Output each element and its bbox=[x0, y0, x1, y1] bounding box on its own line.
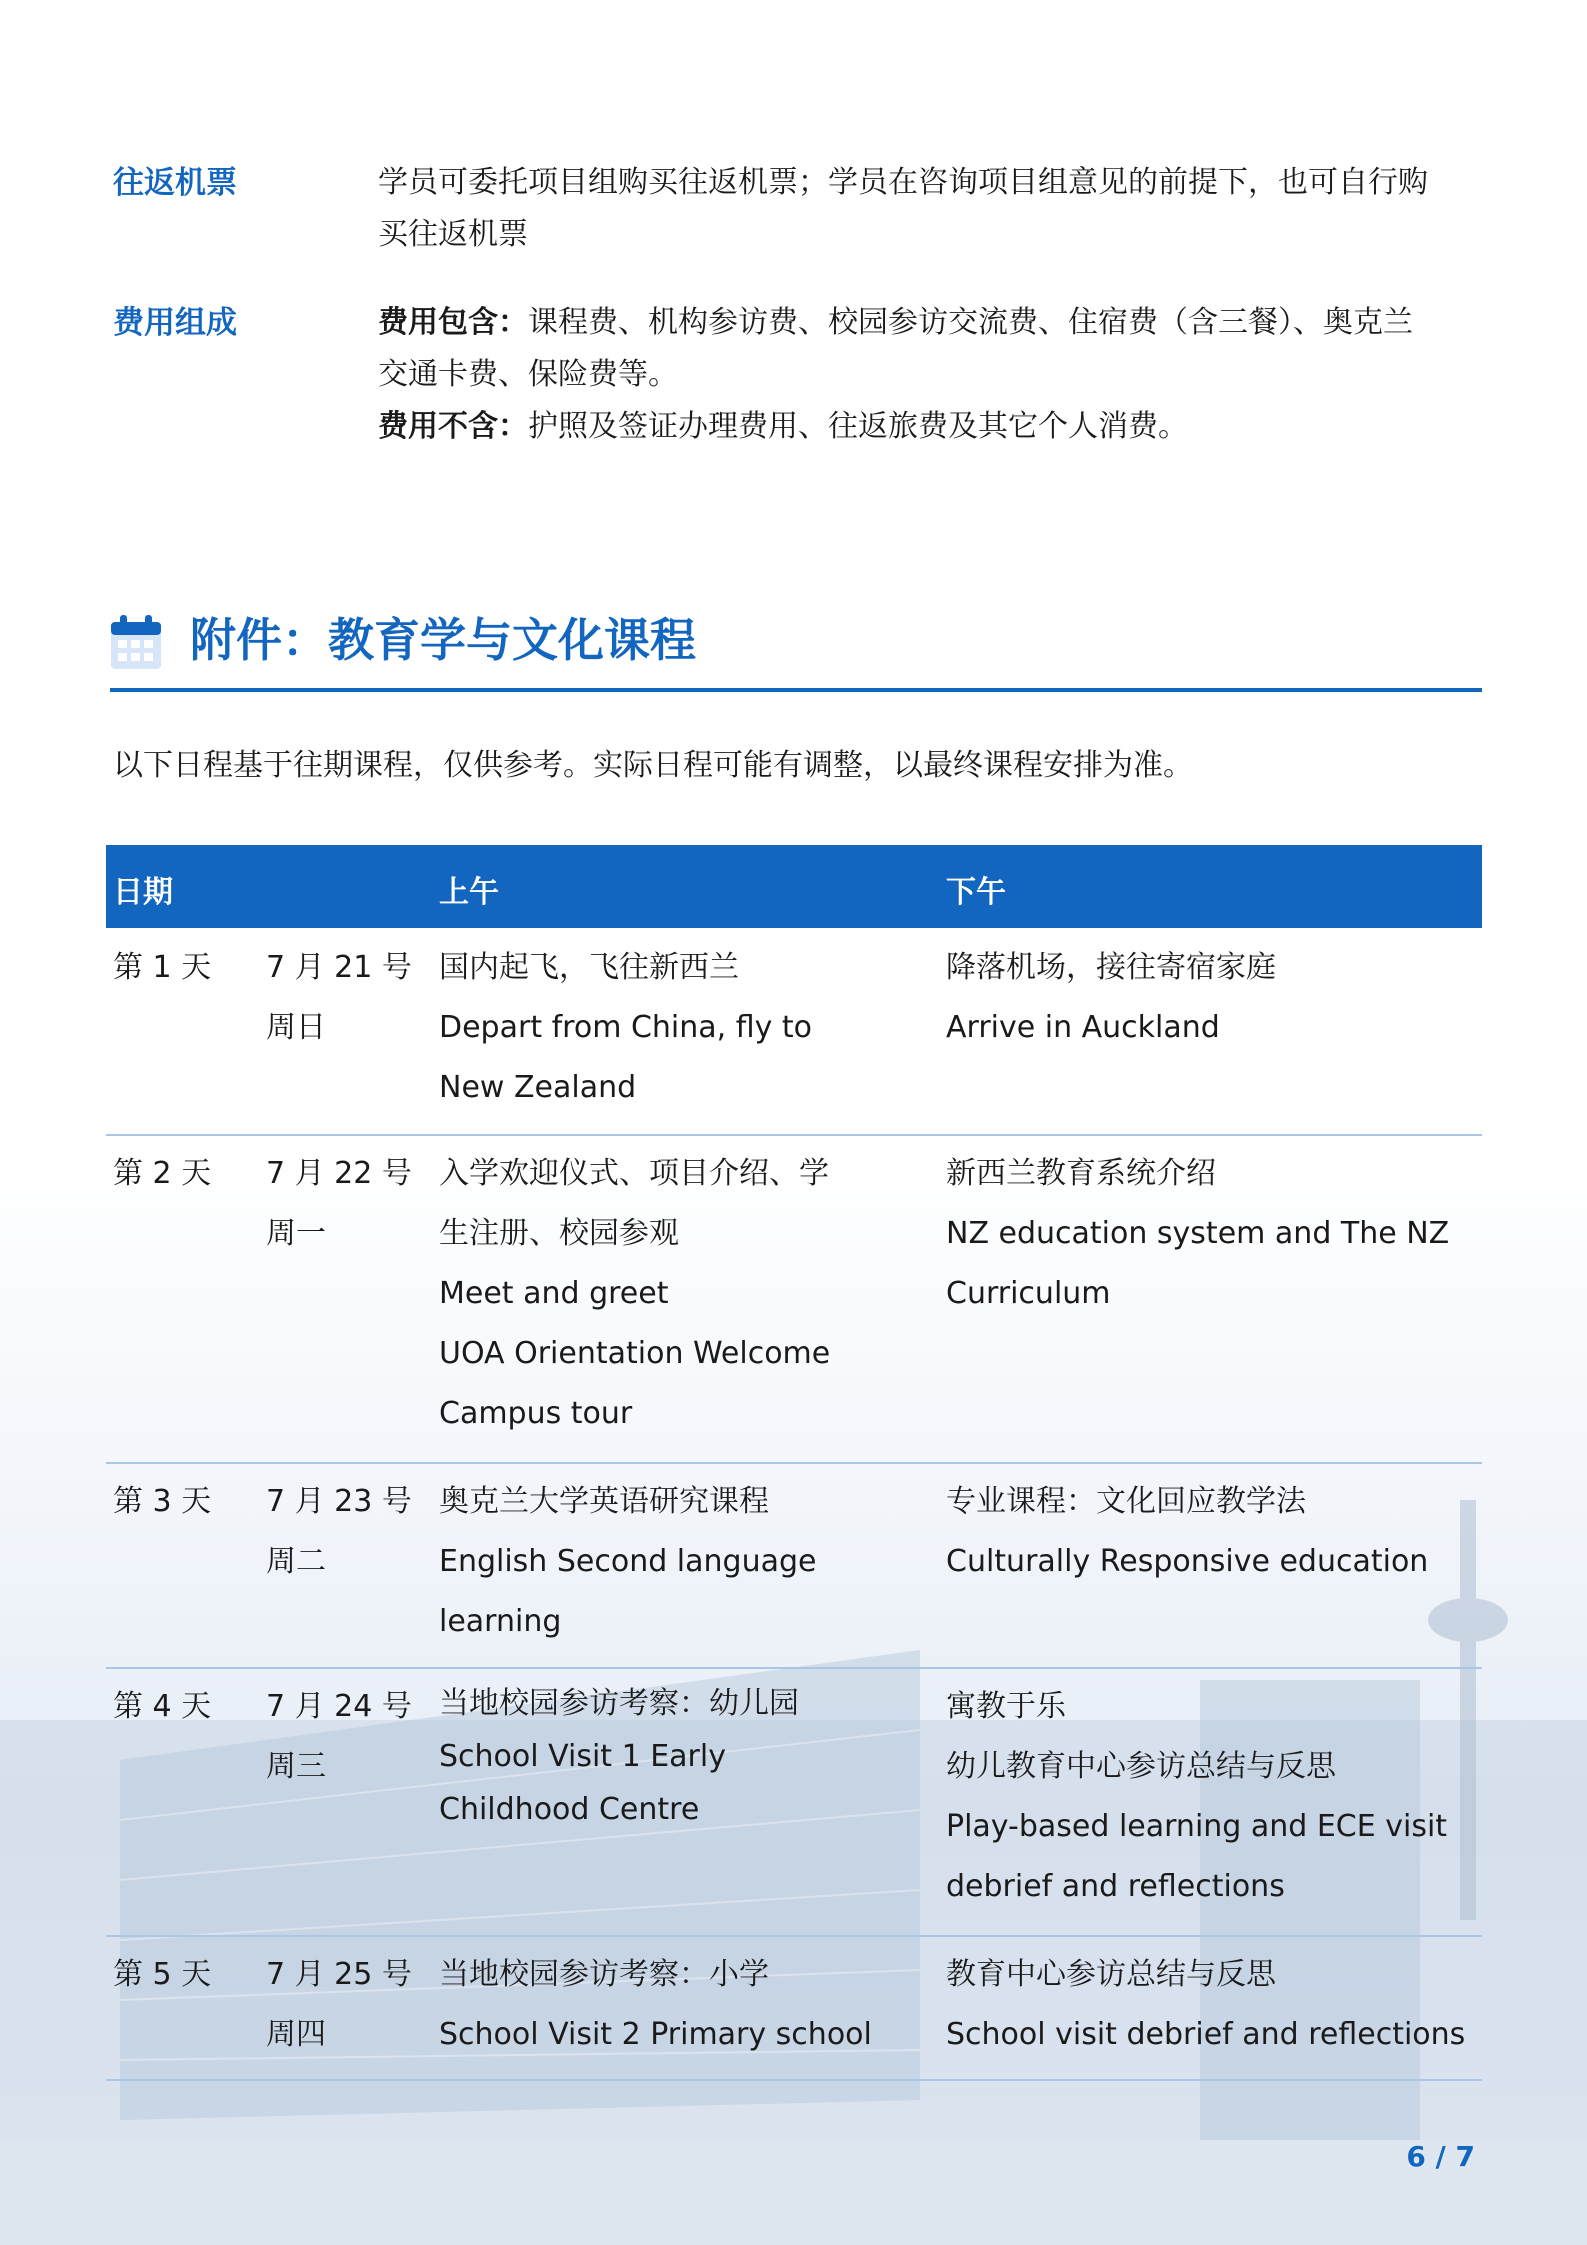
row-am-line: English Second language bbox=[439, 1544, 817, 1579]
row-pm-line: School visit debrief and reflections bbox=[946, 2017, 1466, 2052]
row-weekday: 周一 bbox=[266, 1216, 326, 1251]
row-day: 第 5 天 bbox=[113, 1957, 212, 1992]
row-day: 第 3 天 bbox=[113, 1484, 212, 1519]
row-am bbox=[439, 938, 974, 1118]
row-day: 第 4 天 bbox=[113, 1689, 212, 1724]
row-date bbox=[266, 938, 426, 1058]
fee-included-line-2: 交通卡费、保险费等。 bbox=[378, 357, 678, 392]
flight-text-line: 买往返机票 bbox=[378, 217, 528, 252]
row-date-line: 7 月 24 号 bbox=[266, 1689, 412, 1724]
calendar-icon bbox=[110, 614, 162, 670]
fee-excluded-label: 费用不含： bbox=[378, 409, 528, 444]
page-number: 6 / 7 bbox=[1406, 2140, 1475, 2173]
row-pm-line: NZ education system and The NZ bbox=[946, 1216, 1450, 1251]
row-am-line: 生注册、校园参观 bbox=[439, 1216, 679, 1251]
row-date bbox=[266, 1472, 426, 1592]
row-am-line: 国内起飞，飞往新西兰 bbox=[439, 950, 739, 985]
row-date-line: 7 月 23 号 bbox=[266, 1484, 412, 1519]
row-day: 第 1 天 bbox=[113, 950, 212, 985]
row-pm-line: debrief and reflections bbox=[946, 1869, 1285, 1904]
row-pm-line: 教育中心参访总结与反思 bbox=[946, 1957, 1276, 1992]
row-weekday: 周三 bbox=[266, 1749, 326, 1784]
fee-text bbox=[378, 297, 1478, 453]
row-pm-line: 降落机场，接往寄宿家庭 bbox=[946, 950, 1276, 985]
row-am bbox=[439, 1677, 974, 1836]
row-date bbox=[266, 1144, 426, 1264]
row-am-line: Campus tour bbox=[439, 1396, 633, 1431]
header-pm: 下午 bbox=[946, 875, 1006, 910]
fee-info-row bbox=[113, 297, 1473, 457]
flight-info-row bbox=[113, 157, 1473, 267]
row-day: 第 2 天 bbox=[113, 1156, 212, 1191]
flight-text-line: 学员可委托项目组购买往返机票；学员在咨询项目组意见的前提下，也可自行购 bbox=[378, 165, 1428, 200]
row-am-line: Childhood Centre bbox=[439, 1792, 700, 1827]
table-row bbox=[106, 1935, 1482, 2081]
fee-excluded-line bbox=[378, 401, 1478, 453]
row-am-line: School Visit 2 Primary school bbox=[439, 2017, 872, 2052]
section-title: 附件：教育学与文化课程 bbox=[190, 613, 696, 667]
section-header bbox=[110, 600, 1482, 692]
row-pm bbox=[946, 1945, 1481, 2065]
row-pm bbox=[946, 1677, 1481, 1917]
row-date bbox=[266, 1677, 426, 1797]
row-am-line: Meet and greet bbox=[439, 1276, 669, 1311]
row-date bbox=[266, 1945, 426, 2065]
schedule-intro: 以下日程基于往期课程，仅供参考。实际日程可能有调整，以最终课程安排为准。 bbox=[113, 748, 1193, 783]
table-row bbox=[106, 1134, 1482, 1464]
row-am bbox=[439, 1144, 974, 1444]
row-pm bbox=[946, 1144, 1481, 1324]
row-weekday: 周四 bbox=[266, 2017, 326, 2052]
table-row bbox=[106, 1462, 1482, 1669]
fee-excluded-text: 护照及签证办理费用、往返旅费及其它个人消费。 bbox=[528, 409, 1188, 444]
fee-included-line bbox=[378, 297, 1478, 349]
row-pm-line: Culturally Responsive education bbox=[946, 1544, 1429, 1579]
row-date-line: 7 月 22 号 bbox=[266, 1156, 412, 1191]
row-date-line: 7 月 25 号 bbox=[266, 1957, 412, 1992]
row-pm-line: Play-based learning and ECE visit bbox=[946, 1809, 1448, 1844]
row-pm bbox=[946, 1472, 1481, 1592]
row-pm-line: 寓教于乐 bbox=[946, 1689, 1066, 1724]
row-am-line: 当地校园参访考察：幼儿园 bbox=[439, 1686, 799, 1721]
flight-text bbox=[378, 157, 1478, 261]
header-am: 上午 bbox=[439, 875, 499, 910]
row-am-line: New Zealand bbox=[439, 1070, 637, 1105]
header-date: 日期 bbox=[113, 875, 173, 910]
row-am-line: UOA Orientation Welcome bbox=[439, 1336, 831, 1371]
row-weekday: 周日 bbox=[266, 1010, 326, 1045]
fee-included-text: 课程费、机构参访费、校园参访交流费、住宿费（含三餐）、奥克兰 bbox=[528, 305, 1413, 340]
row-date-line: 7 月 21 号 bbox=[266, 950, 412, 985]
row-am-line: Depart from China, fly to bbox=[439, 1010, 813, 1045]
flight-label: 往返机票 bbox=[113, 165, 237, 201]
row-pm-line: 幼儿教育中心参访总结与反思 bbox=[946, 1749, 1336, 1784]
table-row bbox=[106, 1667, 1482, 1937]
row-pm-line: Arrive in Auckland bbox=[946, 1010, 1220, 1045]
fee-included-label: 费用包含： bbox=[378, 305, 528, 340]
row-am-line: 当地校园参访考察：小学 bbox=[439, 1957, 769, 1992]
row-pm-line: 专业课程：文化回应教学法 bbox=[946, 1484, 1306, 1519]
row-am bbox=[439, 1945, 974, 2065]
row-am-line: learning bbox=[439, 1604, 562, 1639]
row-am-line: School Visit 1 Early bbox=[439, 1739, 726, 1774]
row-am-line: 入学欢迎仪式、项目介绍、学 bbox=[439, 1156, 829, 1191]
fee-label: 费用组成 bbox=[113, 305, 237, 341]
row-am bbox=[439, 1472, 974, 1652]
row-am-line: 奥克兰大学英语研究课程 bbox=[439, 1484, 769, 1519]
schedule-table-header bbox=[106, 845, 1482, 928]
row-pm bbox=[946, 938, 1481, 1058]
table-row bbox=[106, 928, 1482, 1136]
row-pm-line: 新西兰教育系统介绍 bbox=[946, 1156, 1216, 1191]
row-weekday: 周二 bbox=[266, 1544, 326, 1579]
row-pm-line: Curriculum bbox=[946, 1276, 1111, 1311]
